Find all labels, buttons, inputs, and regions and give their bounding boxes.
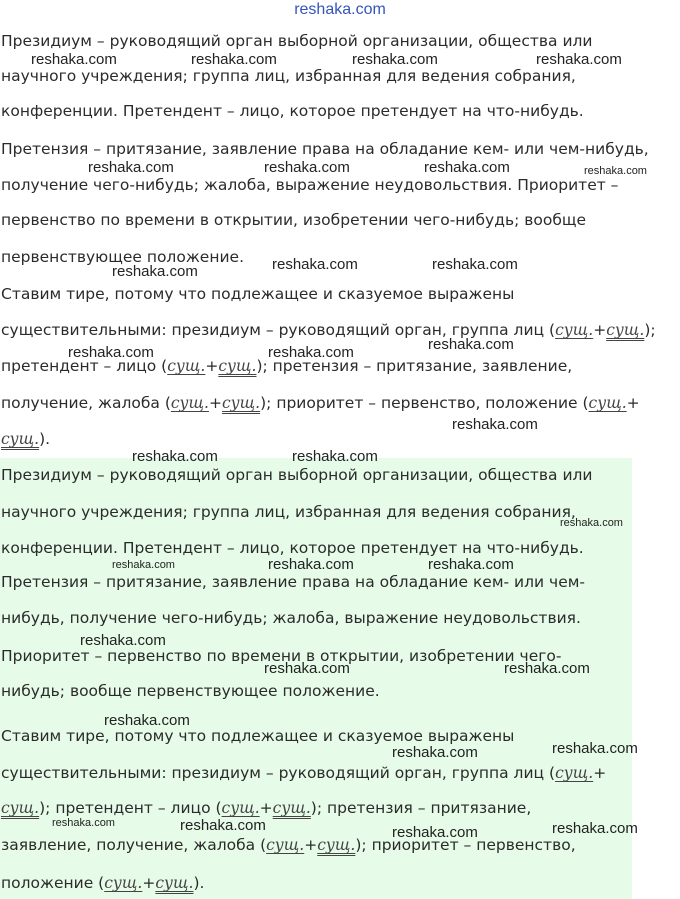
watermark: reshaka.com bbox=[584, 165, 647, 177]
text-line: научного учреждения; группа лиц, избранная для ведения собрания, bbox=[1, 503, 576, 521]
noun-subject-mark: сущ. bbox=[588, 394, 627, 412]
watermark: reshaka.com bbox=[392, 744, 478, 761]
noun-predicate-mark: сущ. bbox=[317, 836, 356, 854]
watermark: reshaka.com bbox=[504, 660, 590, 677]
watermark: reshaka.com bbox=[68, 344, 154, 361]
watermark: reshaka.com bbox=[392, 824, 478, 841]
text-line: Претензия – притязание, заявление права на обладание кем- или чем-нибудь, bbox=[1, 140, 649, 158]
text-line: сущ.); претендент – лицо (сущ.+сущ.); претензия – притязание, bbox=[1, 799, 532, 817]
watermark: reshaka.com bbox=[191, 51, 277, 68]
text-line: претендент – лицо (сущ.+сущ.); претензия – притязание, заявление, bbox=[1, 357, 573, 375]
text-line: нибудь; вообще первенствующее положение. bbox=[1, 682, 380, 700]
text-line: Приоритет – первенство по времени в открытии, изобретении чего- bbox=[1, 647, 562, 665]
watermark: reshaka.com bbox=[536, 51, 622, 68]
noun-predicate-mark: сущ. bbox=[272, 799, 311, 817]
text-line: существительными: президиум – руководящий орган, группа лиц (сущ.+сущ.); bbox=[1, 321, 656, 339]
watermark: reshaka.com bbox=[264, 660, 350, 677]
text-line: заявление, получение, жалоба (сущ.+сущ.); приоритет – первенство, bbox=[1, 836, 576, 854]
watermark: reshaka.com bbox=[88, 159, 174, 176]
text-line: положение (сущ.+сущ.). bbox=[1, 874, 205, 892]
watermark: reshaka.com bbox=[268, 344, 354, 361]
watermark: reshaka.com bbox=[428, 336, 514, 353]
watermark: reshaka.com bbox=[552, 820, 638, 837]
noun-predicate-mark: сущ. bbox=[1, 799, 40, 817]
watermark: reshaka.com bbox=[272, 256, 358, 273]
watermark: reshaka.com bbox=[268, 556, 354, 573]
watermark: reshaka.com bbox=[428, 556, 514, 573]
text-line: Президиум – руководящий орган выборной организации, общества или bbox=[1, 32, 593, 50]
text-line: первенство по времени в открытии, изобретении чего-нибудь; вообще bbox=[1, 211, 587, 229]
noun-predicate-mark: сущ. bbox=[606, 321, 645, 339]
watermark: reshaka.com bbox=[180, 817, 266, 834]
watermark: reshaka.com bbox=[112, 263, 198, 280]
watermark: reshaka.com bbox=[552, 740, 638, 757]
noun-predicate-mark: сущ. bbox=[1, 430, 40, 448]
text-line: существительными: президиум – руководящий орган, группа лиц (сущ.+ bbox=[1, 764, 607, 782]
text-line: Президиум – руководящий орган выборной организации, общества или bbox=[1, 466, 593, 484]
answer-block-2-background bbox=[0, 458, 632, 899]
watermark: reshaka.com bbox=[452, 416, 538, 433]
watermark: reshaka.com bbox=[292, 448, 378, 465]
watermark: reshaka.com bbox=[31, 51, 117, 68]
text-line: сущ.). bbox=[1, 430, 51, 448]
noun-predicate-mark: сущ. bbox=[218, 357, 257, 375]
watermark: reshaka.com bbox=[112, 559, 175, 571]
text-line: Ставим тире, потому что подлежащее и сказуемое выражены bbox=[1, 727, 515, 745]
text-line: получение, жалоба (сущ.+сущ.); приоритет – первенство, положение (сущ.+ bbox=[1, 394, 640, 412]
site-header[interactable]: reshaka.com bbox=[294, 1, 386, 18]
noun-subject-mark: сущ. bbox=[167, 357, 206, 375]
noun-subject-mark: сущ. bbox=[104, 874, 143, 892]
noun-subject-mark: сущ. bbox=[555, 321, 594, 339]
watermark: reshaka.com bbox=[104, 712, 190, 729]
watermark: reshaka.com bbox=[132, 448, 218, 465]
noun-subject-mark: сущ. bbox=[170, 394, 209, 412]
text-line: научного учреждения; группа лиц, избранная для ведения собрания, bbox=[1, 67, 576, 85]
watermark: reshaka.com bbox=[432, 256, 518, 273]
noun-subject-mark: сущ. bbox=[266, 836, 305, 854]
watermark: reshaka.com bbox=[560, 517, 623, 529]
noun-predicate-mark: сущ. bbox=[222, 394, 261, 412]
text-line: Ставим тире, потому что подлежащее и сказуемое выражены bbox=[1, 285, 515, 303]
noun-subject-mark: сущ. bbox=[221, 799, 260, 817]
text-line: получение чего-нибудь; жалоба, выражение неудовольствия. Приоритет – bbox=[1, 176, 619, 194]
text-line: нибудь, получение чего-нибудь; жалоба, выражение неудовольствия. bbox=[1, 609, 581, 627]
text-line: первенствующее положение. bbox=[1, 248, 244, 266]
text-line: Претензия – притязание, заявление права на обладание кем- или чем- bbox=[1, 573, 586, 591]
watermark: reshaka.com bbox=[52, 817, 115, 829]
watermark: reshaka.com bbox=[264, 159, 350, 176]
watermark: reshaka.com bbox=[424, 159, 510, 176]
noun-predicate-mark: сущ. bbox=[155, 874, 194, 892]
text-line: конференции. Претендент – лицо, которое претендует на что-нибудь. bbox=[1, 102, 584, 120]
text-line: конференции. Претендент – лицо, которое претендует на что-нибудь. bbox=[1, 539, 584, 557]
watermark: reshaka.com bbox=[80, 632, 166, 649]
noun-subject-mark: сущ. bbox=[555, 764, 594, 782]
watermark: reshaka.com bbox=[352, 51, 438, 68]
